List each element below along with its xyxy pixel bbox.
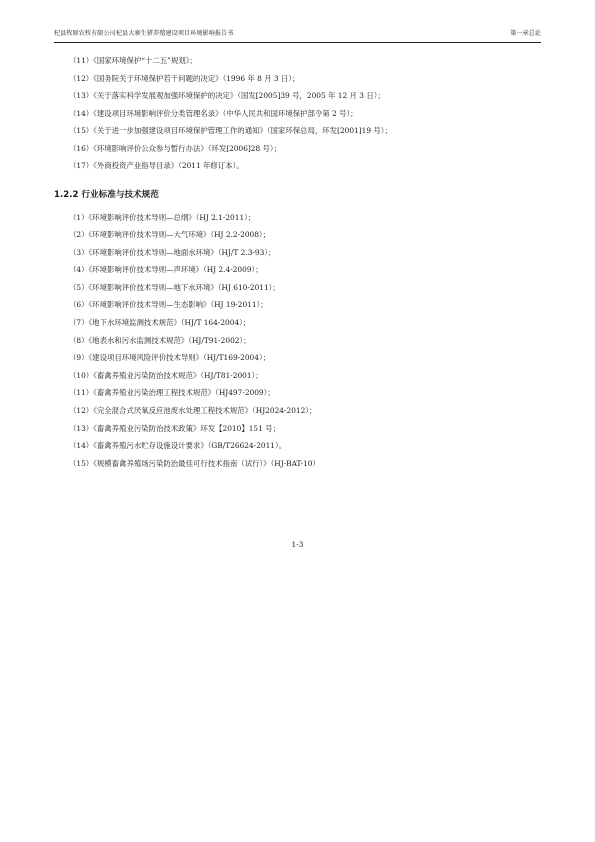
list-item: （3）《环境影响评价技术导则—地面水环境》（HJ/T 2.3-93）；: [69, 247, 276, 257]
list-item: （4）《环境影响评价技术导则—声环境》（HJ 2.4-2009）；: [69, 265, 263, 275]
standards-list: [54, 209, 541, 473]
list-item: （17）《外商投资产业指导目录》（2011 年修订本）。: [69, 161, 244, 170]
list-item: （7）《地下水环境监测技术规范》（HJ/T 164-2004）；: [69, 318, 251, 328]
list-item: （11）《国家环境保护“十二五”规划》；: [69, 56, 197, 65]
list-item: （14）《建设项目环境影响评价分类管理名录》（中华人民共和国环境保护部令第 2 号）；: [69, 108, 358, 118]
list-item: （11）《畜禽养殖业污染治理工程技术规范》（HJ497-2009）；: [69, 388, 275, 398]
list-item: （16）《环境影响评价公众参与暂行办法》（环发[2006]28 号）；: [69, 143, 282, 153]
list-item: （13）《畜禽养殖业污染防治技术政策》环发【2010】151 号；: [69, 423, 280, 433]
list-item: （2）《环境影响评价技术导则—大气环境》（HJ 2.2-2008）；: [69, 230, 271, 240]
list-item: （9）《建设项目环境风险评价技术导则》（HJ/T169-2004）；: [69, 353, 271, 363]
list-item: （15）《关于进一步加强建设项目环境保护管理工作的通知》（国家环保总局，环发[2001]19 号）；: [69, 126, 392, 135]
header-chapter: 第一章总论: [510, 30, 541, 37]
list-item: （5）《环境影响评价技术导则—地下水环境》（HJ 610-2011）；: [69, 282, 280, 292]
list-item: （1）《环境影响评价技术导则—总纲》（HJ 2.1-2011）；: [69, 212, 256, 222]
page-content: [54, 52, 541, 472]
running-header: [54, 28, 541, 43]
list-item: （15）《规模畜禽养殖场污染防治最佳可行技术指南（试行）》（HJ-BAT-10）: [69, 458, 320, 468]
list-item: （8）《地表水和污水监测技术规范》（HJ/T91-2002）；: [69, 335, 251, 345]
list-item: （12）《国务院关于环境保护若干问题的决定》（1996 年 8 月 3 日）；: [69, 73, 300, 83]
list-item: （10）《畜禽养殖业污染防治技术规范》（HJ/T81-2001）；: [69, 370, 263, 380]
section-heading: 1.2.2 行业标准与技术规范: [54, 189, 159, 200]
list-item: （6）《环境影响评价技术导则—生态影响》（HJ 19-2011）；: [69, 300, 268, 310]
list-item: （12）《完全混合式厌氧反应池废水处理工程技术规范》（HJ2024-2012）；: [69, 406, 317, 416]
regulations-list: [54, 52, 541, 175]
list-item: （14）《畜禽养殖污水贮存设施设计要求》（GB/T26624-2011）。: [69, 441, 287, 451]
header-report-title: 杞县牧原农牧有限公司杞县大寨生猪养殖建设项目环境影响报告书: [54, 30, 234, 37]
page-number: 1-3: [291, 540, 304, 549]
list-item: （13）《关于落实科学发展观加强环境保护的决定》（国发[2005]39 号，2005 年 12 月 3 日）；: [69, 91, 385, 100]
